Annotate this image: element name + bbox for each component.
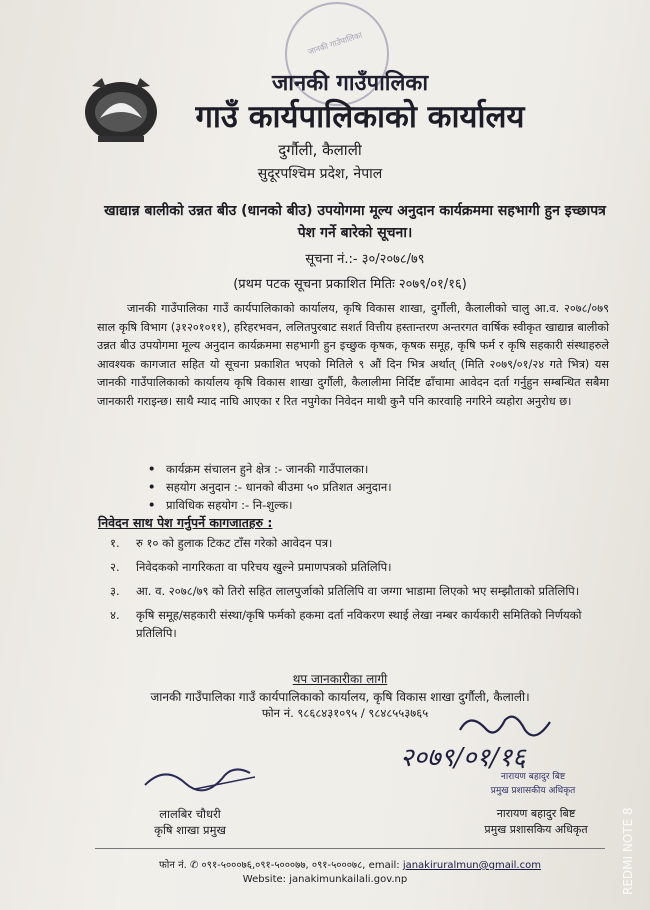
list-item: • प्राविधिक सहयोग :- नि-शुल्क। [148,496,568,514]
stamp-name: नारायण बहादुर बिष्ट [500,772,566,782]
right-signatory [466,806,606,838]
item-number: २. [110,560,120,574]
body-paragraph: जानकी गाउँपालिका गाउँ कार्यपालिकाको कार्यालय, कृषि विकास शाखा, दुर्गौली, कैलालीको चालु आ.व. २०७८/०७९ साल कृषि विभाग (३१२०१०११), हरिहरभवन, ललितपुरबाट सशर्त वित्तीय हस्तान्तरण अन्तरगत वार्षिक स्वीकृत खाद्यान्न बालीको उन्नत बीउ उपयोगमा मूल्य अनुदान कार्यक्रममा सहभागी हुन इच्छुक कृषक, कृषक समूह, कृषि फर्म र कृषि सहकारी संस्थाहरुले आवश्यक कागजात सहित यो सूचना प्रकाशित भएको मितिले ९ औं दिन भित्र अर्थात् (मिति २०७९/०१/२४ गते भित्र) यस जानकी गाउँपालिकाको कार्यालय कृषि विकास शाखा दुर्गौली, कैलालीमा निर्दिष्ट ढाँचामा आवेदन दर्ता गर्नुहुन सम्बन्धित सबैमा जानकारी गराइन्छ। साथै म्याद नाघि आएका र रित नपुगेका निवेदन माथी कुनै पनि कारवाहि नगरिने व्यहोरा अनुरोध छ। [97,302,609,408]
item-number: ३. [110,584,120,598]
list-item [110,558,590,576]
list-item: • कार्यक्रम संचालन हुने क्षेत्र :- जानकी गाउँपालका। [148,460,568,478]
item-number: ४. [110,608,120,622]
left-signatory [130,806,250,838]
camera-watermark [612,790,642,900]
item-text: कृषि समूह/सहकारी संस्था/कृषि फर्मको हकमा दर्ता नविकरण स्थाई लेखा नम्बर कार्यकारी समितिको निर्णयको प्रतिलिपि। [136,608,582,640]
stamp-title: प्रमुख प्रशासकीय अधिकृत [490,786,576,796]
footer-phones: फोन नं. ✆ ०९१-५०००७६,०९१-५०००७७, ०९१-५०००७८, [159,860,366,871]
office-title: गाउँ कार्यपालिकाको कार्यालय [195,99,525,135]
watermark-text: REDMI NOTE 8 [621,807,635,895]
footer-divider [95,848,605,849]
required-documents-list [110,534,590,648]
address-line-1: दुर्गौली, कैलाली [278,141,362,159]
footer-email-link[interactable]: janakiruralmun@gmail.com [402,860,541,871]
list-item: • सहयोग अनुदान :- धानको बीउमा ५० प्रतिशत अनुदान। [148,478,568,496]
item-text: रु १० को हुलाक टिकट टाँस गरेको आवेदन पत्र। [136,536,333,550]
contact-phone: फोन नं. ९८६८४३१०९५ / ९८४८५५३७६५ [261,706,429,720]
footer-contact [100,857,600,871]
left-signature-icon [135,755,265,795]
item-text: आ. व. २०७८/७९ को तिरो सहित लालपुर्जाको प्रतिलिपि वा जग्गा भाडामा लिएको भए सम्झौताको प्रतिलिपि। [136,584,580,598]
notice-subject: खाद्यान्न बालीको उन्नत बीउ (धानको बीउ) उपयोगमा मूल्य अनुदान कार्यक्रममा सहभागी हुन इच्छापत्र पेश गर्ने बारेको सूचना। [104,203,606,241]
documents-heading: निवेदन साथ पेश गर्नुपर्ने कागजातहरु : [98,515,273,530]
signatory-name: लालबिर चौधरी [159,807,221,821]
list-item [110,534,590,552]
item-text: निवेदकको नागरिकता वा परिचय खुल्ने प्रमाणपत्रको प्रतिलिपि। [136,560,392,574]
footer-email-label: email: [368,860,400,871]
address-line-2: सुदूरपश्चिम प्रदेश, नेपाल [257,166,383,182]
signatory-title: कृषि शाखा प्रमुख [154,823,226,837]
office-name: जानकी गाउँपालिका [271,71,429,96]
footer-website[interactable]: Website: janakimunkailali.gov.np [242,874,408,885]
item-number: १. [110,536,120,550]
signatory-title: प्रमुख प्रशासकिय अधिकृत [484,823,588,836]
seal-text: जानकी गाउँपालिका [306,30,364,57]
signature-stamp [478,770,588,798]
contact-heading: थप जानकारीका लागी [292,672,388,686]
list-item [110,606,590,642]
signatory-name: नारायण बहादुर बिष्ट [496,807,576,820]
contact-address: जानकी गाउँपालिका गाउँ कार्यपालिकाको कार्यालय, कृषि विकास शाखा दुर्गौली, कैलाली। [150,690,530,704]
signature-date: २०७९/०१/१६ [400,743,526,773]
list-item [110,582,590,600]
publish-date: (प्रथम पटक सूचना प्रकाशित मितिः २०७९/०१/१६) [233,277,467,292]
notice-number: सूचना नं.:- ३०/२०७८/७९ [305,252,425,267]
program-details-list [148,460,568,514]
